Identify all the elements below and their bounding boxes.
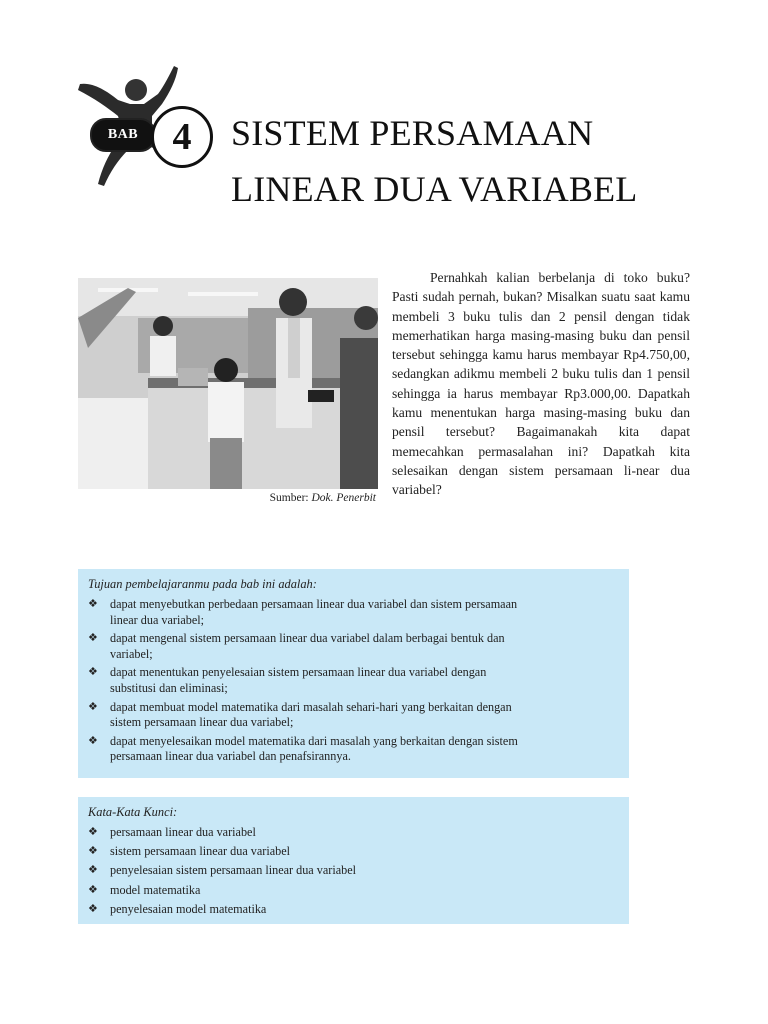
objectives-list: [88, 597, 619, 765]
list-item: ❖ dapat membuat model matematika dari masalah sehari-hari yang berkaitan dengan sistem persamaan linear dua variabel;: [88, 699, 512, 730]
chapter-title-line1: SISTEM PERSAMAAN: [231, 113, 594, 153]
bab-label: BAB: [90, 118, 156, 152]
chapter-number: 4: [151, 106, 213, 168]
list-item: ❖ dapat menyelesaikan model matematika dari masalah yang berkaitan dengan sistem persamaan linear dua variabel dan penafsirannya.: [88, 733, 518, 764]
photo-caption: [78, 492, 376, 504]
keywords-list: [88, 825, 619, 917]
list-item: ❖ dapat mengenal sistem persamaan linear dua variabel dalam berbagai bentuk dan variabel;: [88, 631, 505, 661]
list-item: ❖ penyelesaian sistem persamaan linear dua variabel: [88, 863, 357, 878]
caption-source: Dok. Penerbit: [311, 492, 376, 504]
diamond-bullet-icon: ❖: [88, 700, 98, 713]
list-item: ❖ dapat menentukan penyelesaian sistem persamaan linear dua variabel dengan substitusi dan eliminasi;: [88, 665, 487, 695]
keywords-title: Kata-Kata Kunci:: [88, 805, 178, 819]
bookstore-photo: [78, 278, 378, 489]
chapter-title-line2: LINEAR DUA VARIABEL: [231, 169, 638, 209]
diamond-bullet-icon: ❖: [88, 598, 98, 610]
list-item: ❖ model matematika: [88, 882, 201, 897]
objectives-box: [78, 569, 629, 778]
bookstore-photo-image: [78, 278, 378, 489]
diamond-bullet-icon: ❖: [88, 845, 98, 858]
list-item: ❖ dapat menyebutkan perbedaan persamaan linear dua variabel dan sistem persamaan linear dua variabel;: [88, 597, 518, 627]
list-item: ❖ persamaan linear dua variabel: [88, 825, 256, 839]
diamond-bullet-icon: ❖: [88, 826, 98, 838]
chapter-title: [231, 105, 637, 217]
list-item: ❖ sistem persamaan linear dua variabel: [88, 844, 291, 859]
diamond-bullet-icon: ❖: [88, 902, 98, 915]
diamond-bullet-icon: ❖: [88, 666, 98, 679]
intro-paragraph: Pernahkah kalian berbelanja di toko buku? Pasti sudah pernah, bukan? Misalkan suatu saat kamu membeli 3 buku tulis dan 2 pensil dengan tidak memerhatikan harga masing-masing buku dan pensil tersebut sehingga kamu harus membayar Rp4.750,00, sedangkan adikmu membeli 2 buku tulis dan 1 pensil sehingga ia harus membayar Rp3.000,00. Dapatkah kamu menentukan harga masing-masing buku dan pensil tersebut? Bagaimanakah kita dapat memecahkan permasalahan ini? Dapatkah kita selesaikan dengan sistem persamaan li-near dua variabel?: [392, 270, 690, 498]
diamond-bullet-icon: ❖: [88, 883, 98, 896]
objectives-title: Tujuan pembelajaranmu pada bab ini adalah:: [88, 577, 317, 591]
list-item: ❖ penyelesaian model matematika: [88, 901, 267, 916]
chapter-header: [78, 60, 698, 220]
caption-prefix: Sumber:: [269, 492, 309, 504]
keywords-box: [78, 797, 629, 924]
diamond-bullet-icon: ❖: [88, 864, 98, 877]
diamond-bullet-icon: ❖: [88, 632, 98, 645]
diamond-bullet-icon: ❖: [88, 734, 98, 747]
